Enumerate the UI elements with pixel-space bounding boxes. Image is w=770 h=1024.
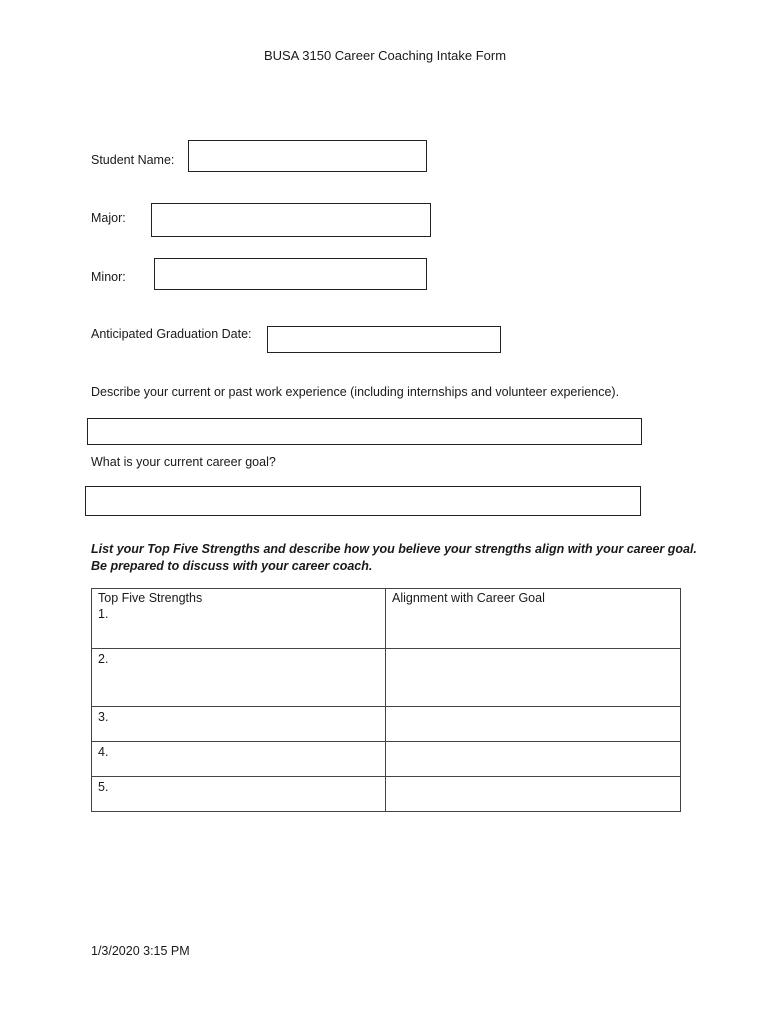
- row-number-1: 1.: [98, 607, 109, 621]
- major-field[interactable]: [151, 203, 431, 237]
- graduation-date-field[interactable]: [267, 326, 501, 353]
- strengths-table: [91, 588, 681, 812]
- header-top-five-strengths: Top Five Strengths: [98, 591, 203, 605]
- table-row: [92, 649, 681, 707]
- major-label: Major:: [91, 211, 126, 225]
- table-row: [92, 777, 681, 812]
- strength-cell-5[interactable]: [92, 777, 386, 812]
- footer-timestamp: 1/3/2020 3:15 PM: [91, 944, 190, 958]
- instructions-line-2: Be prepared to discuss with your career coach.: [91, 559, 373, 573]
- table-row: [92, 742, 681, 777]
- table-header-row: [92, 589, 681, 649]
- career-goal-label: What is your current career goal?: [91, 455, 276, 469]
- strength-cell-1[interactable]: [92, 589, 386, 649]
- alignment-cell-1[interactable]: [386, 589, 681, 649]
- alignment-cell-3[interactable]: [386, 707, 681, 742]
- career-goal-field[interactable]: [85, 486, 641, 516]
- strengths-instructions: [91, 541, 711, 576]
- alignment-cell-5[interactable]: [386, 777, 681, 812]
- minor-label: Minor:: [91, 270, 126, 284]
- table-row: [92, 707, 681, 742]
- form-title: BUSA 3150 Career Coaching Intake Form: [263, 48, 507, 63]
- strength-cell-4[interactable]: [92, 742, 386, 777]
- alignment-cell-2[interactable]: [386, 649, 681, 707]
- row-number-3: 3.: [98, 710, 109, 724]
- student-name-label: Student Name:: [91, 153, 175, 167]
- graduation-date-label: Anticipated Graduation Date:: [91, 327, 252, 341]
- row-number-5: 5.: [98, 780, 109, 794]
- strength-cell-3[interactable]: [92, 707, 386, 742]
- work-experience-field[interactable]: [87, 418, 642, 445]
- work-experience-label: Describe your current or past work experience (including internships and volunteer experience).: [91, 385, 620, 399]
- strength-cell-2[interactable]: [92, 649, 386, 707]
- instructions-line-1: List your Top Five Strengths and describe how you believe your strengths align with your career goal.: [91, 542, 697, 556]
- row-number-4: 4.: [98, 745, 109, 759]
- header-alignment-with-career-goal: Alignment with Career Goal: [392, 591, 545, 605]
- minor-field[interactable]: [154, 258, 427, 290]
- alignment-cell-4[interactable]: [386, 742, 681, 777]
- student-name-field[interactable]: [188, 140, 427, 172]
- row-number-2: 2.: [98, 652, 109, 666]
